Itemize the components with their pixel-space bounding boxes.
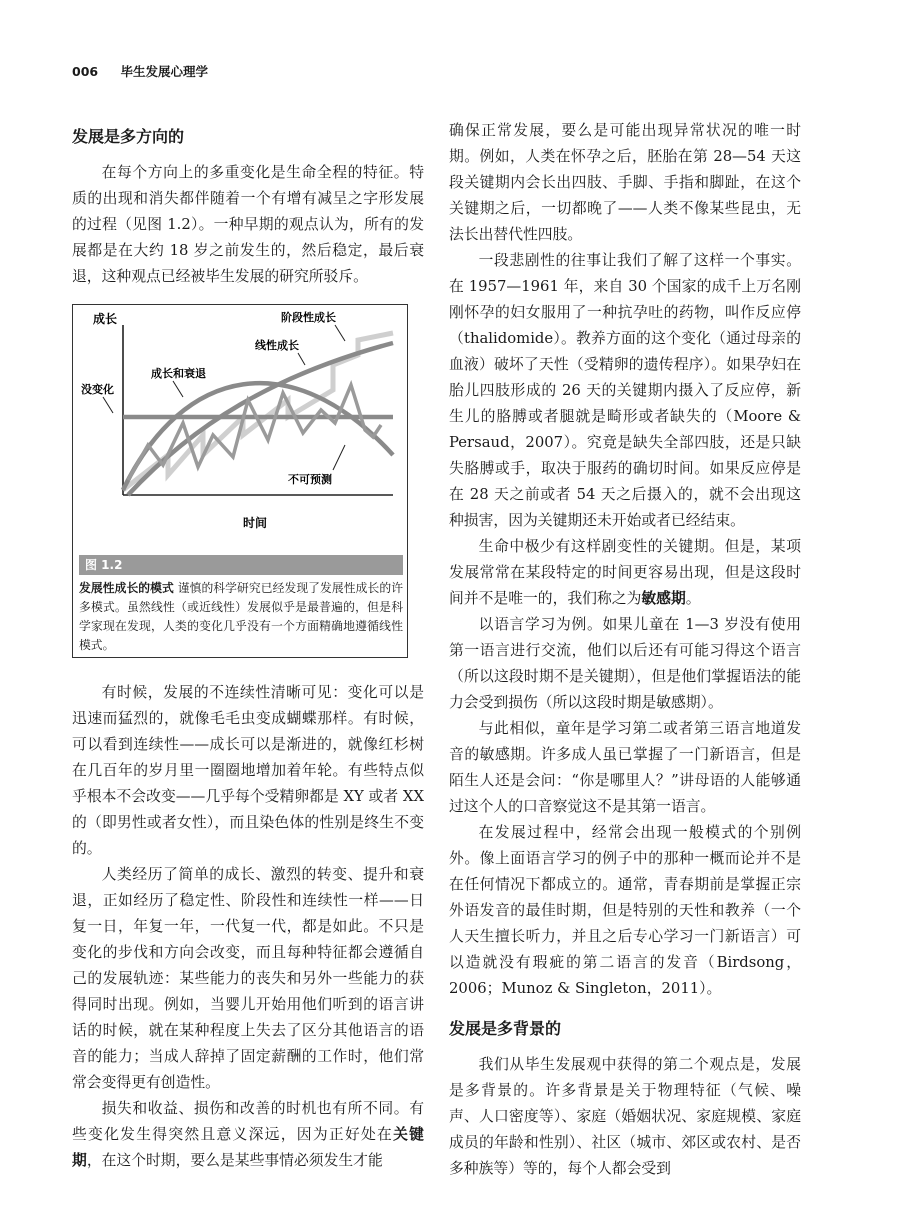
paragraph bbox=[72, 1096, 424, 1174]
section-heading-multicontextual: 发展是多背景的 bbox=[449, 1019, 562, 1038]
leader-growth-and-decline bbox=[173, 381, 183, 397]
paragraph: 在发展过程中，经常会出现一般模式的个别例外。像上面语言学习的例子中的那种一概而论并不是在任何情况下都成立的。通常，青春期前是掌握正宗外语发音的最佳时期，但是特别的天性和教养（一个人天生擅长听力，并且之后专心学习一门新语言）可以造就没有瑕疵的第二语言的发音（Birdsong，2006；Munoz & Singleton，2011）。 bbox=[449, 824, 801, 997]
leader-no-change bbox=[103, 397, 113, 413]
right-column bbox=[449, 118, 801, 1182]
series-label-unpredictable: 不可预测 bbox=[288, 473, 332, 486]
section-heading-multidirectional: 发展是多方向的 bbox=[72, 127, 185, 146]
figure-number: 图 1.2 bbox=[79, 555, 403, 575]
paragraph: 以语言学习为例。如果儿童在 1—3 岁没有使用第一语言进行交流，他们以后还有可能习得这个语言（所以这段时期不是关键期），但是他们掌握语法的能力会受到损伤（所以这段时期是敏感期）。 bbox=[449, 616, 801, 711]
book-title: 毕生发展心理学 bbox=[120, 64, 208, 79]
x-axis-label: 时间 bbox=[243, 516, 268, 530]
leader-stepwise bbox=[335, 325, 345, 341]
key-term-sensitive-period: 敏感期 bbox=[641, 590, 686, 607]
paragraph: 人类经历了简单的成长、激烈的转变、提升和衰退，正如经历了稳定性、阶段性和连续性一样——日复一日，年复一年，一代复一代，都是如此。不只是变化的步伐和方向会改变，而且每种特征都会遵循自己的发展轨迹：某些能力的丧失和另外一些能力的获得同时出现。例如，当婴儿开始用他们听到的语言讲话的时候，就在某种程度上失去了区分其他语言的语音的能力；当成人辞掉了固定薪酬的工作时，他们常常会变得更有创造性。 bbox=[72, 866, 424, 1091]
caption-text: 谨慎的科学研究已经发现了发展性成长的许多模式。虽然线性（或近线性）发展似乎是最普遍的，但是科学家现在发现，人类的变化几乎没有一个方面精确地遵循线性模式。 bbox=[79, 581, 403, 652]
paragraph: 有时候，发展的不连续性清晰可见：变化可以是迅速而猛烈的，就像毛毛虫变成蝴蝶那样。有时候，可以看到连续性——成长可以是渐进的，就像红杉树在几百年的岁月里一圈圈地增加着年轮。有些特点似乎根本不会改变——几乎每个受精卵都是 XY 或者 XX 的（即男性或者女性），而且染色体的性别是终生不变的。 bbox=[72, 684, 424, 857]
running-header bbox=[72, 62, 208, 80]
series-line-growth-and-decline bbox=[123, 383, 393, 490]
series-label-linear: 线性成长 bbox=[255, 339, 299, 352]
leader-unpredictable bbox=[333, 445, 345, 470]
y-axis-label: 成长 bbox=[93, 312, 118, 326]
paragraph: 在每个方向上的多重变化是生命全程的特征。特质的出现和消失都伴随着一个有增有减呈之字形发展的过程（见图 1.2）。一种早期的观点认为，所有的发展都是在大约 18 岁之前发生的，然后稳定，最后衰退，这种观点已经被毕生发展的研究所驳斥。 bbox=[72, 164, 424, 285]
paragraph bbox=[449, 534, 801, 612]
series-label-growth-and-decline: 成长和衰退 bbox=[151, 367, 206, 380]
paragraph: 我们从毕生发展观中获得的第二个观点是，发展是多背景的。许多背景是关于物理特征（气候、噪声、人口密度等）、家庭（婚姻状况、家庭规模、家庭成员的年龄和性别）、社区（城市、郊区或农村、是否多种族等）等的，每个人都会受到 bbox=[449, 1056, 801, 1177]
leader-linear bbox=[298, 353, 305, 365]
paragraph-text: 生命中极少有这样剧变性的关键期。但是，某项发展常常在某段特定的时间更容易出现，但是这段时间并不是唯一的，我们称之为 bbox=[449, 538, 801, 607]
series-label-stepwise: 阶段性成长 bbox=[281, 311, 336, 324]
left-column bbox=[72, 118, 424, 1174]
figure-1-2 bbox=[72, 304, 408, 658]
paragraph-text: ，在这个时期，要么是某些事情必须发生才能 bbox=[86, 1152, 383, 1169]
page-number: 006 bbox=[72, 64, 99, 79]
paragraph-text: 。 bbox=[685, 590, 701, 607]
growth-patterns-chart bbox=[73, 305, 409, 555]
caption-title: 发展性成长的模式 bbox=[79, 581, 174, 595]
figure-caption bbox=[79, 579, 403, 655]
paragraph: 一段悲剧性的往事让我们了解了这样一个事实。在 1957—1961 年，来自 30 个国家的成千上万名刚刚怀孕的妇女服用了一种抗孕吐的药物，叫作反应停（thalidomide）。教养方面的这个变化（通过母亲的血液）破坏了天性（受精卵的遗传程序）。如果孕妇在胎儿四肢形成的 26 天的关键期内摄入了反应停，新生儿的胳膊或者腿就是畸形或者缺失的（Moore & Persaud，2007）。究竟是缺失全部四肢，还是只缺失胳膊或手，取决于服药的确切时间。如果反应停是在 28 天之前或者 54 天之后摄入的，就不会出现这种损害，因为关键期还未开始或者已经结束。 bbox=[449, 252, 801, 529]
key-term-critical-period: 关键期 bbox=[72, 1126, 424, 1169]
paragraph-text: 损失和收益、损伤和改善的时机也有所不同。有些变化发生得突然且意义深远，因为正好处在 bbox=[72, 1100, 424, 1143]
paragraph-continued: 确保正常发展，要么是可能出现异常状况的唯一时期。例如，人类在怀孕之后，胚胎在第 28—54 天这段关键期内会长出四肢、手脚、手指和脚趾，在这个关键期之后，一切都晚了——人类不像某些昆虫，无法长出替代性四肢。 bbox=[449, 122, 801, 243]
paragraph: 与此相似，童年是学习第二或者第三语言地道发音的敏感期。许多成人虽已掌握了一门新语言，但是陌生人还是会问：“你是哪里人？”讲母语的人能够通过这个人的口音察觉这不是其第一语言。 bbox=[449, 720, 801, 815]
series-label-no-change: 没变化 bbox=[81, 383, 114, 396]
